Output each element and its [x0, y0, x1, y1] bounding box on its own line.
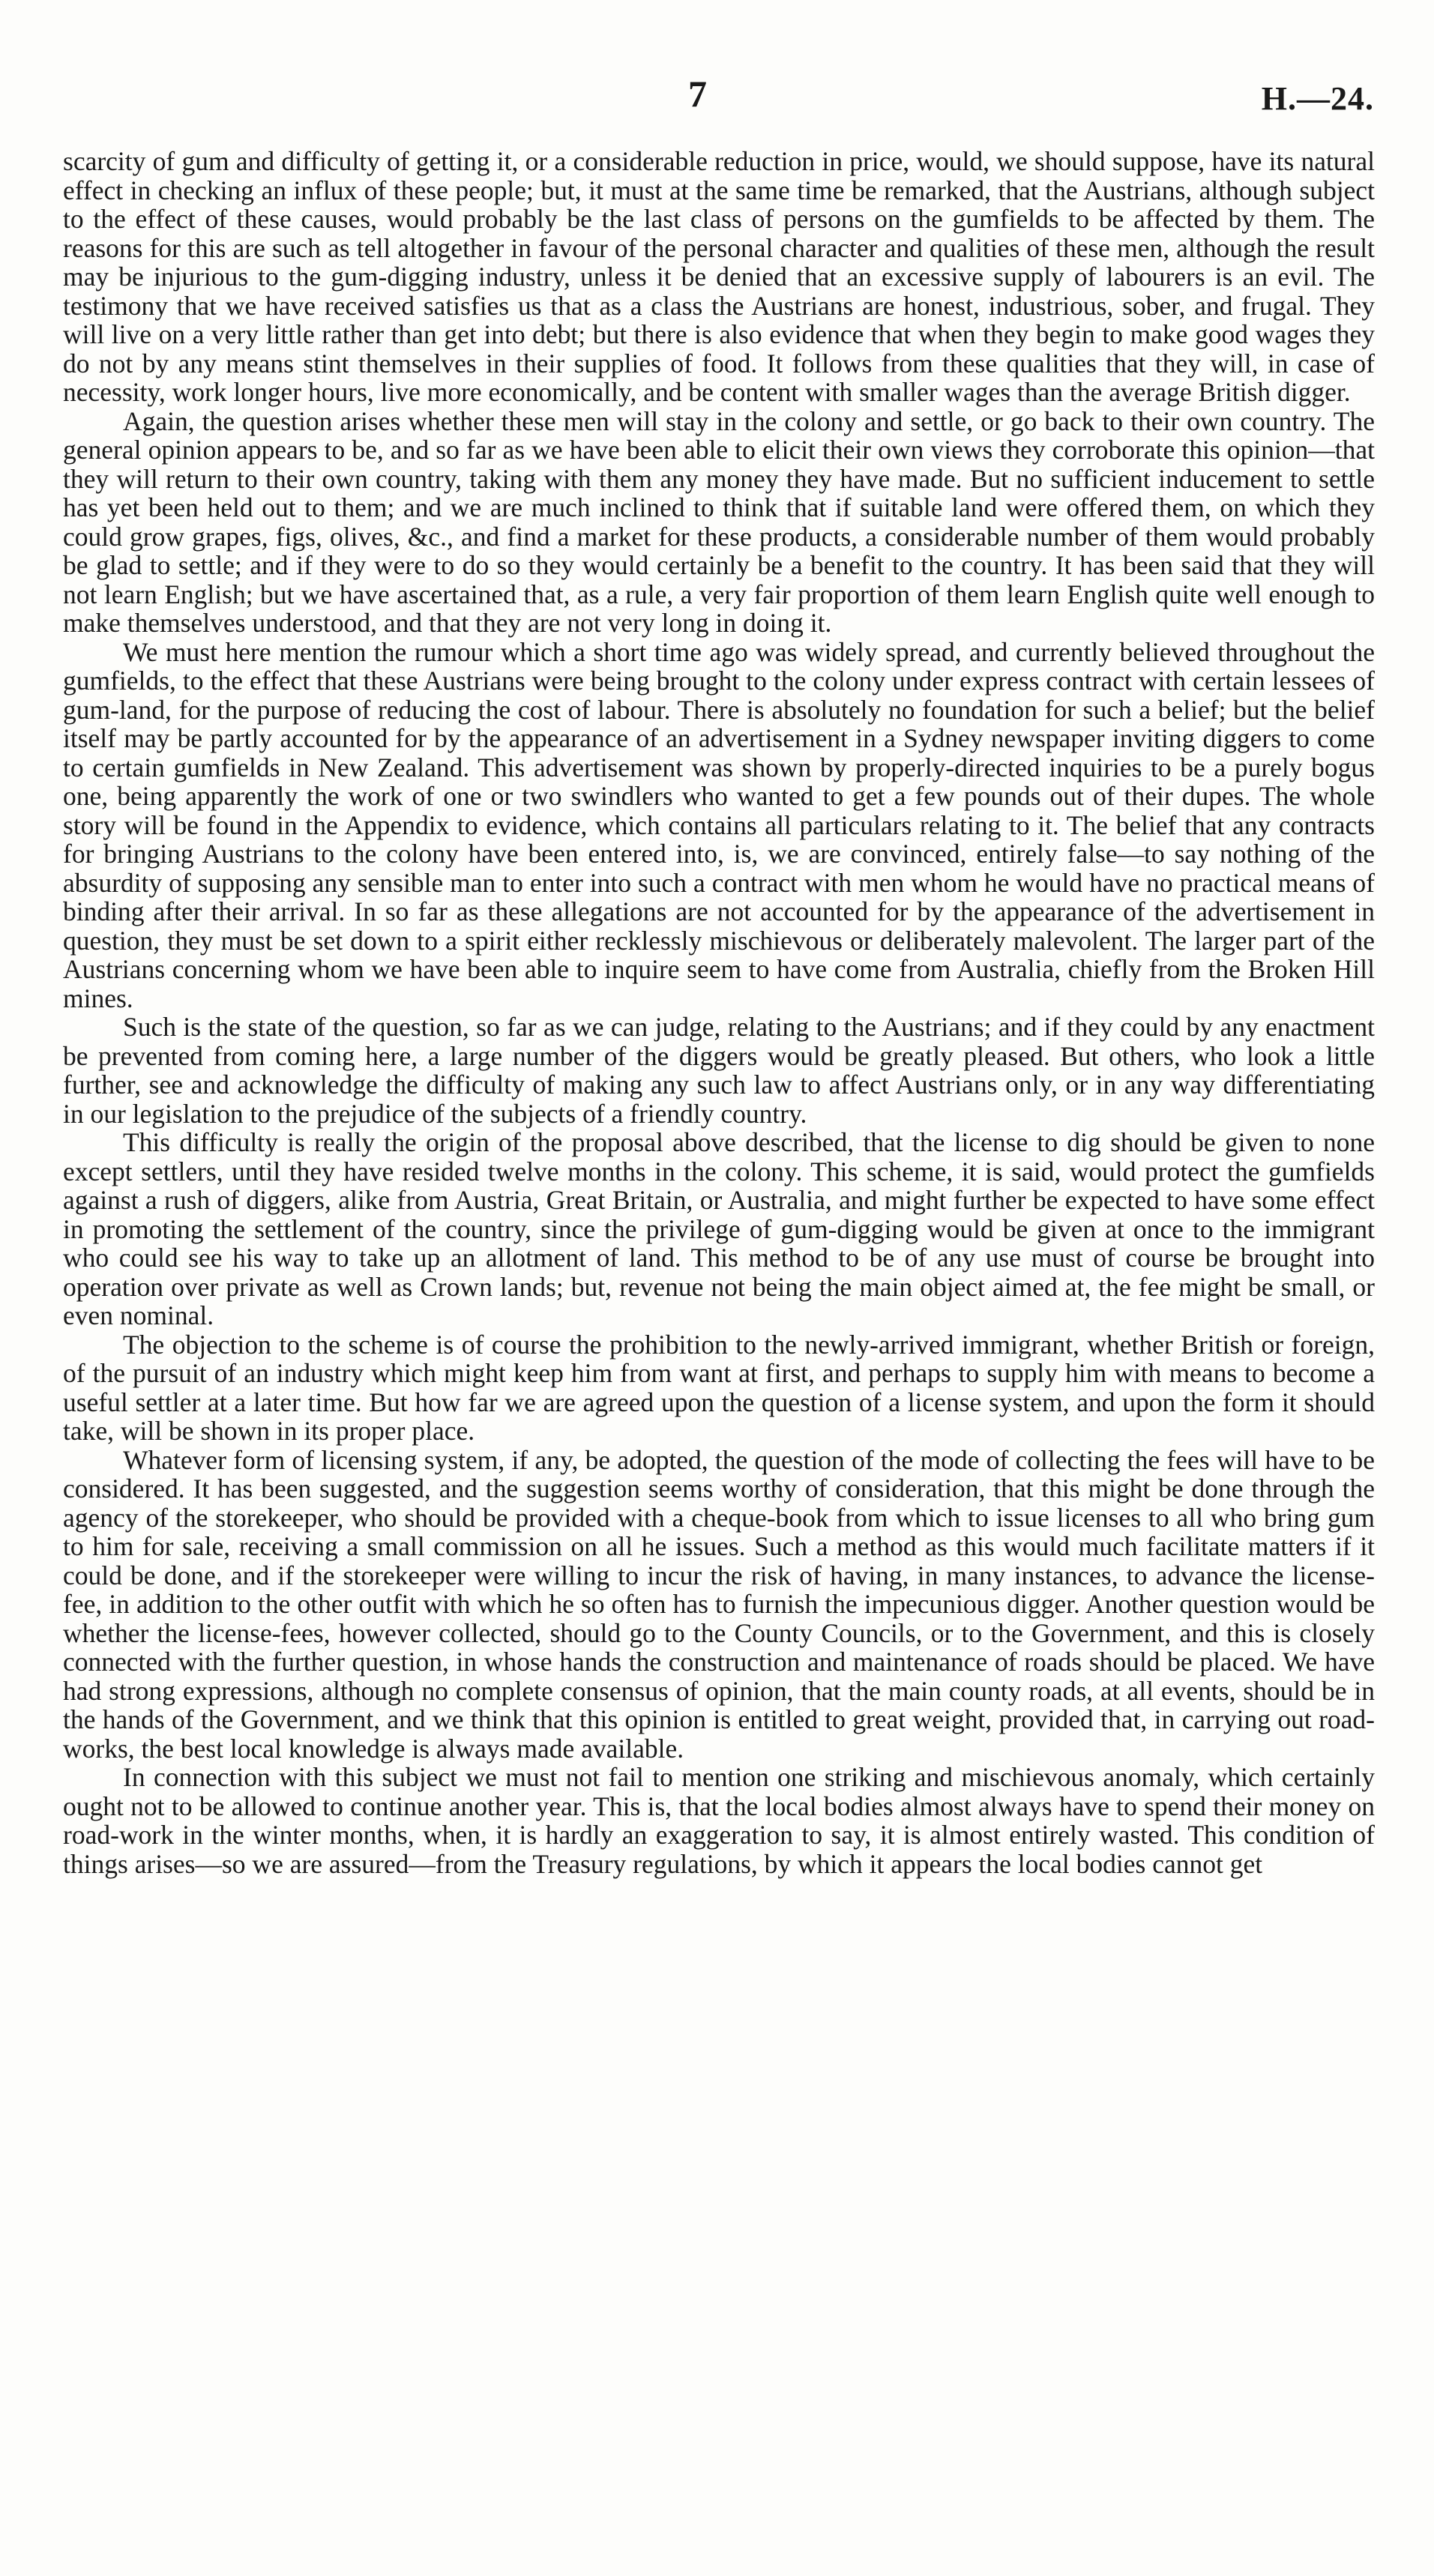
paragraph-objection: The objection to the scheme is of course the prohibition to the newly-arrived immigrant, whether British or foreign, of the pursuit of an industry which might keep him from want at first, and perhaps to supply him with means to become a useful settler at a later time. But how far we are agreed upon the question of a license system, and upon the form it should take, will be shown in its proper place.: [63, 1329, 1375, 1446]
paragraph-anomaly: In connection with this subject we must not fail to mention one striking and mischievous anomaly, which certainly ought not to be allowed to continue another year. This is, that the local bodies almost always have to spend their money on road-work in the winter months, when, it is hardly an exaggeration to say, it is almost entirely wasted. This condition of things arises—so we are assured—from the Treasury regulations, by which it appears the local bodies cannot get: [63, 1762, 1375, 1879]
paragraph-collecting-fees: Whatever form of licensing system, if any, be adopted, the question of the mode of collecting the fees will have to be considered. It has been suggested, and the suggestion seems worthy of consideration, that this might be done through the agency of the storekeeper, who should be provided with a cheque-book from which to issue licenses to all who bring gum to him for sale, receiving a small commission on all he issues. Such a method as this would much facilitate matters if it could be done, and if the storekeeper were willing to incur the risk of having, in many instances, to advance the license-fee, in addition to the other outfit with which he so often has to furnish the impecunious digger. Another question would be whether the license-fees, however collected, should go to the County Councils, or to the Government, and this is closely connected with the further question, in whose hands the construction and maintenance of roads should be placed. We have had strong expressions, although no complete consensus of opinion, that the main county roads, at all events, should be in the hands of the Government, and we think that this opinion is entitled to great weight, provided that, in carrying out road-works, the best local knowledge is always made available.: [63, 1444, 1375, 1764]
paragraph-state-of-question: Such is the state of the question, so far as we can judge, relating to the Austrians; and if they could by any enactment be prevented from coming here, a large number of the diggers would be greatly pleased. But others, who look a little further, see and acknowledge the difficulty of making any such law to affect Austrians only, or in any way differentiating in our legislation to the prejudice of the subjects of a friendly country.: [63, 1012, 1375, 1129]
paragraph-rumour: We must here mention the rumour which a short time ago was widely spread, and currently believed throughout the gumfields, to the effect that these Austrians were being brought to the colony under express contract with certain lessees of gum-land, for the purpose of reducing the cost of labour. There is absolutely no foundation for such a belief; but the belief itself may be partly accounted for by the appearance of an advertisement in a Sydney newspaper inviting diggers to come to certain gumfields in New Zealand. This advertisement was shown by properly-directed inquiries to be a purely bogus one, being apparently the work of one or two swindlers who wanted to get a few pounds out of their dupes. The whole story will be found in the Appendix to evidence, which contains all particulars relating to it. The belief that any contracts for bringing Austrians to the colony have been entered into, is, we are convinced, entirely false—to say nothing of the absurdity of supposing any sensible man to enter into such a contract with men whom he would have no practical means of binding after their arrival. In so far as these allegations are not accounted for by the appearance of the advertisement in question, they must be set down to a spirit either recklessly mischievous or deliberately malevolent. The larger part of the Austrians concerning whom we have been able to inquire seem to have come from Australia, chiefly from the Broken Hill mines.: [63, 636, 1375, 1013]
document-reference: H.—24.: [1261, 80, 1374, 117]
page-number: 7: [688, 73, 707, 115]
body-text: [63, 147, 1375, 1878]
paragraph-continuation: scarcity of gum and difficulty of getting it, or a considerable reduction in price, would, we should suppose, have its natural effect in checking an influx of these people; but, it must at the same time be remarked, that the Austrians, although subject to the effect of these causes, would probably be the last class of persons on the gumfields to be affected by them. The reasons for this are such as tell altogether in favour of the personal character and qualities of these men, although the result may be injurious to the gum-digging industry, unless it be denied that an excessive supply of labourers is an evil. The testimony that we have received satisfies us that as a class the Austrians are honest, industrious, sober, and frugal. They will live on a very little rather than get into debt; but there is also evidence that when they begin to make good wages they do not by any means stint themselves in their supplies of food. It follows from these qualities that they will, in case of necessity, work longer hours, live more economically, and be content with smaller wages than the average British digger.: [63, 146, 1375, 407]
paragraph-license-proposal: This difficulty is really the origin of the proposal above described, that the license to dig should be given to none except settlers, until they have resided twelve months in the colony. This scheme, it is said, would protect the gumfields against a rush of diggers, alike from Austria, Great Britain, or Australia, and might further be expected to have some effect in promoting the settlement of the country, since the privilege of gum-digging would be given at once to the immigrant who could see his way to take up an allotment of land. This method to be of any use must of course be brought into operation over private as well as Crown lands; but, revenue not being the main object aimed at, the fee might be small, or even nominal.: [63, 1127, 1375, 1330]
paragraph-austrians-settling: Again, the question arises whether these men will stay in the colony and settle, or go back to their own country. The general opinion appears to be, and so far as we have been able to elicit their own views they corroborate this opinion—that they will return to their own country, taking with them any money they have made. But no sufficient inducement to settle has yet been held out to them; and we are much inclined to think that if suitable land were offered them, on which they could grow grapes, figs, olives, &c., and find a market for these products, a considerable number of them would probably be glad to settle; and if they were to do so they would certainly be a benefit to the country. It has been said that they will not learn English; but we have ascertained that, as a rule, a very fair proportion of them learn English quite well enough to make themselves understood, and that they are not very long in doing it.: [63, 405, 1375, 638]
